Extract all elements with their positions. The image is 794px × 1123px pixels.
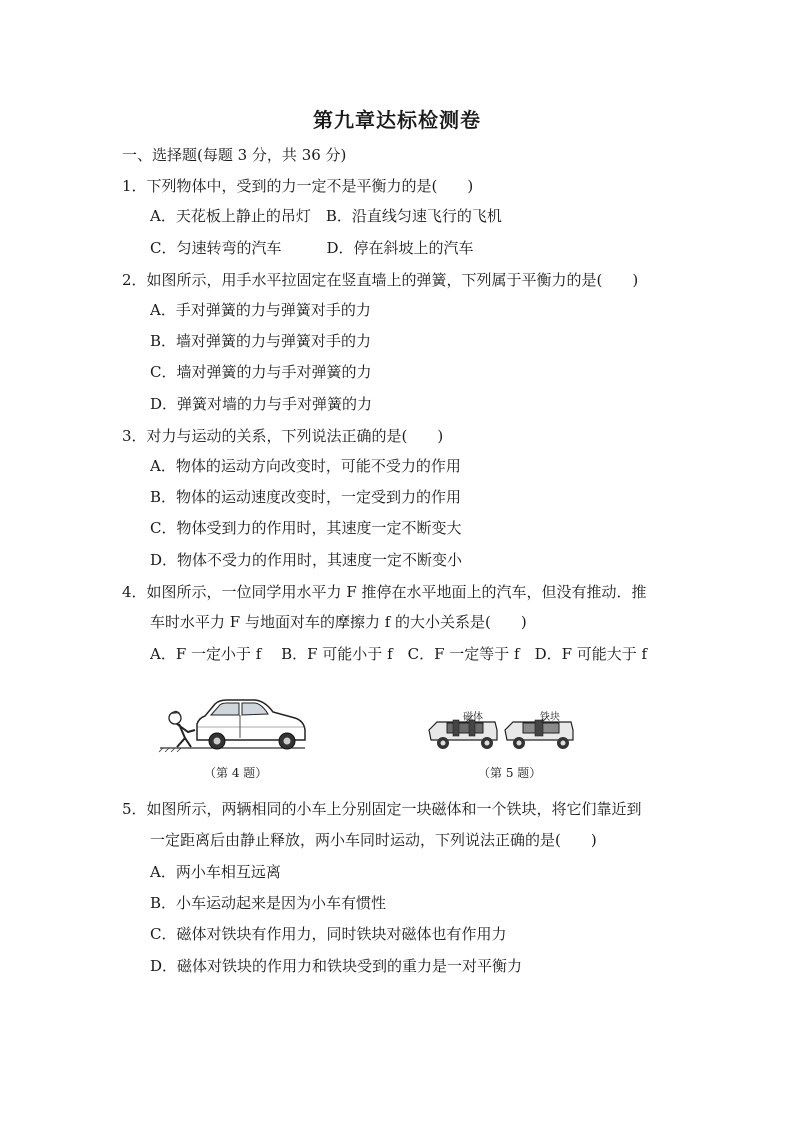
question-4-stem-line2: 车时水平力 F 与地面对车的摩擦力 f 的大小关系是( ) xyxy=(150,613,527,631)
page-title: 第九章达标检测卷 xyxy=(313,108,481,132)
push-car-figure xyxy=(155,694,310,754)
question-3-option-d: D．物体不受力的作用时，其速度一定不断变小 xyxy=(150,551,463,569)
question-5-option-d: D．磁体对铁块的作用力和铁块受到的重力是一对平衡力 xyxy=(150,957,523,975)
question-1-options-row1: A．天花板上静止的吊灯 B．沿直线匀速飞行的飞机 xyxy=(150,207,502,225)
iron-block-label: 铁块 xyxy=(540,712,560,723)
question-2-option-d: D．弹簧对墙的力与手对弹簧的力 xyxy=(150,395,373,413)
question-2-option-c: C．墙对弹簧的力与手对弹簧的力 xyxy=(150,363,372,381)
question-2-option-b: B．墙对弹簧的力与弹簧对手的力 xyxy=(150,332,372,350)
magnet-label: 磁体 xyxy=(463,712,483,723)
question-5-option-a: A．两小车相互远离 xyxy=(150,863,281,881)
question-5-stem-line1: 5．如图所示，两辆相同的小车上分别固定一块磁体和一个铁块，将它们靠近到 xyxy=(122,800,642,818)
question-4-options: A．F 一定小于 f B．F 可能小于 f C．F 一定等于 f D．F 可能大于 f xyxy=(150,645,648,663)
question-2-option-a: A．手对弹簧的力与弹簧对手的力 xyxy=(150,301,371,319)
question-5-option-b: B．小车运动起来是因为小车有惯性 xyxy=(150,894,387,912)
figure-4-caption: （第 4 题） xyxy=(204,766,268,780)
question-1-options-row2: C．匀速转弯的汽车 D．停在斜坡上的汽车 xyxy=(150,239,474,257)
question-4-stem-line1: 4．如图所示，一位同学用水平力 F 推停在水平地面上的汽车，但没有推动．推 xyxy=(122,583,647,601)
question-3-option-a: A．物体的运动方向改变时，可能不受力的作用 xyxy=(150,457,461,475)
question-3-option-c: C．物体受到力的作用时，其速度一定不断变大 xyxy=(150,519,462,537)
figure-5-caption: （第 5 题） xyxy=(478,766,542,780)
section-heading: 一、选择题(每题 3 分，共 36 分) xyxy=(122,146,347,164)
question-5-stem-line2: 一定距离后由静止释放，两小车同时运动，下列说法正确的是( ) xyxy=(150,831,597,849)
question-5-option-c: C．磁体对铁块有作用力，同时铁块对磁体也有作用力 xyxy=(150,925,507,943)
question-3-option-b: B．物体的运动速度改变时，一定受到力的作用 xyxy=(150,488,462,506)
question-3-stem: 3．对力与运动的关系，下列说法正确的是( ) xyxy=(122,427,444,445)
question-1-stem: 1．下列物体中，受到的力一定不是平衡力的是( ) xyxy=(122,177,474,195)
question-2-stem: 2．如图所示，用手水平拉固定在竖直墙上的弹簧，下列属于平衡力的是( ) xyxy=(122,271,639,289)
